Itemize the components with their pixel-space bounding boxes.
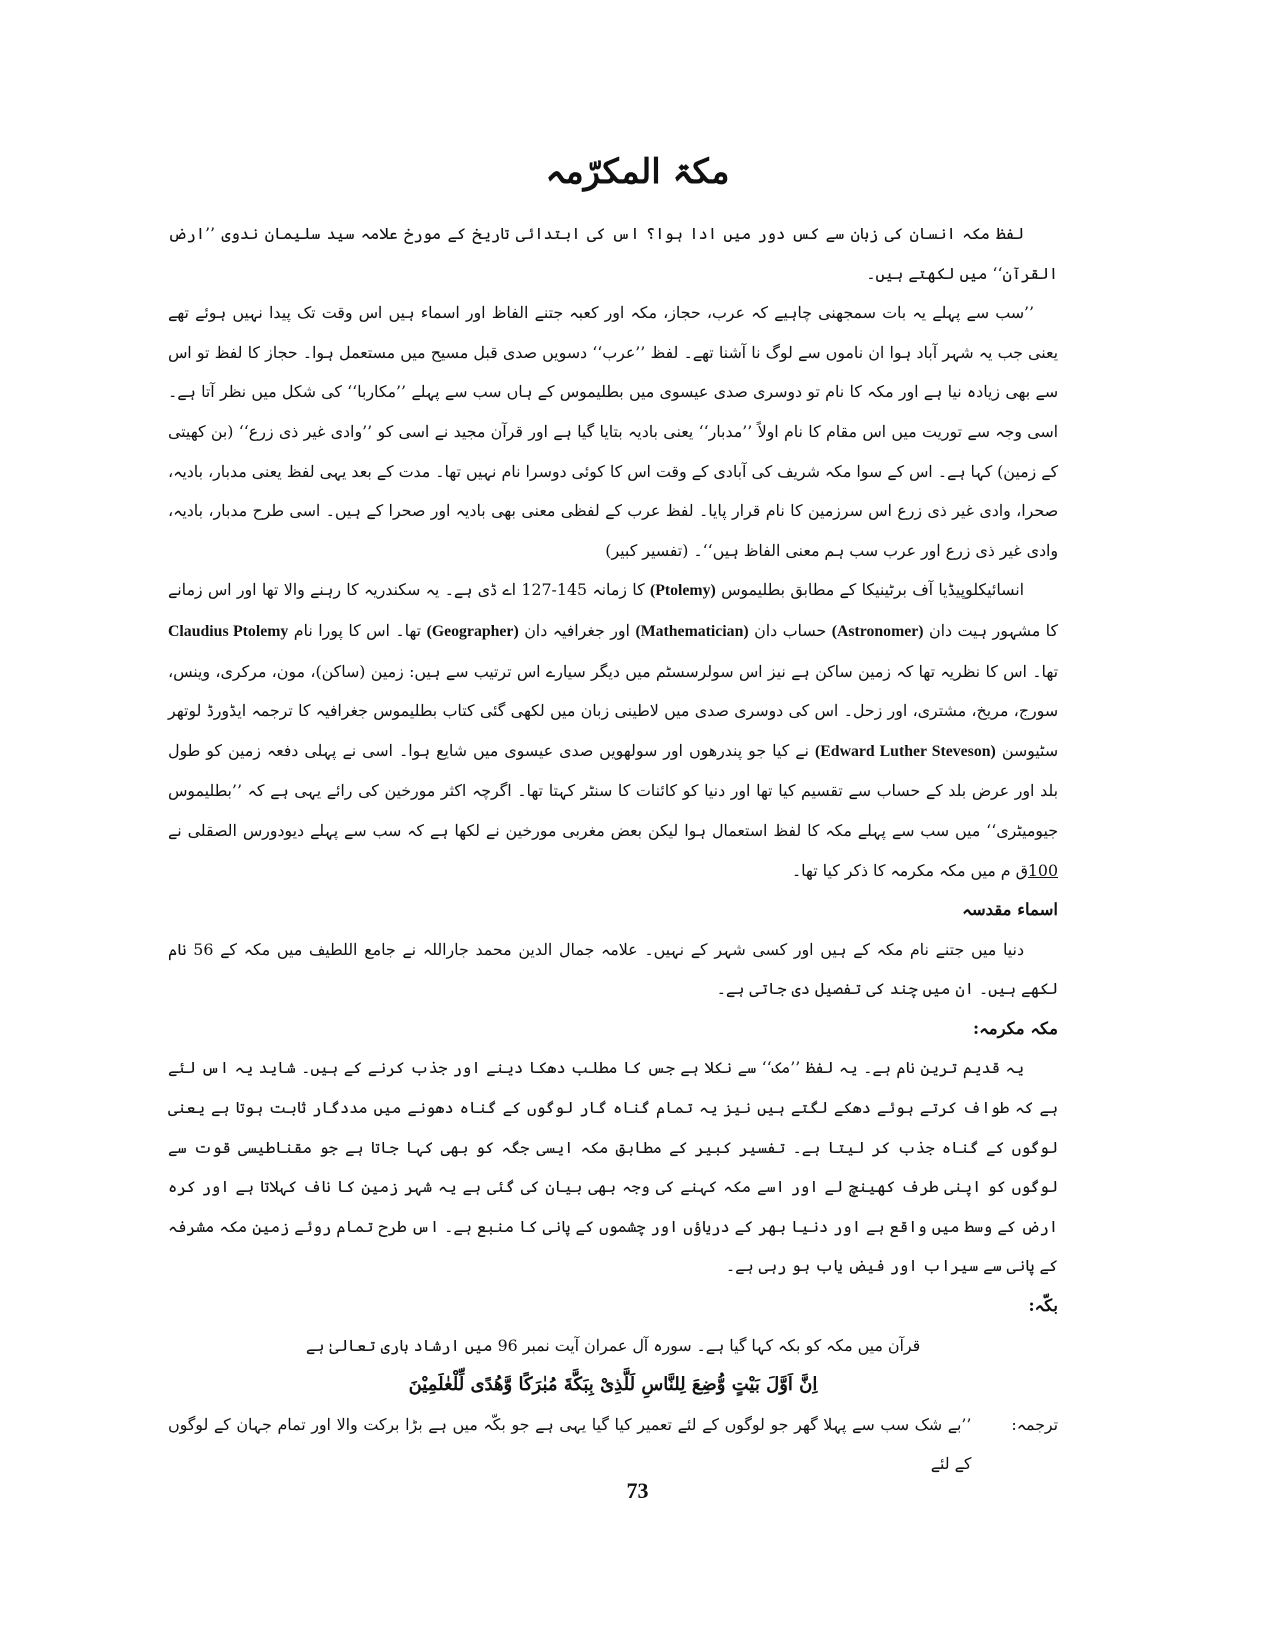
ptolemy-latin-4: (Geographer) (426, 622, 519, 640)
verse-intro: قرآن میں مکہ کو بکہ کہا گیا ہے۔ سورہ آل عمران آیت نمبر 96 میں ارشاد باری تعالیٰ ہے (305, 1335, 921, 1355)
ptolemy-paragraph (168, 570, 1058, 890)
ptolemy-underlined-year: 100 (1027, 860, 1058, 880)
ptolemy-text-2: کا زمانہ 145-127 اے ڈی ہے۔ یہ سکندریہ کا رہنے والا تھا اور اس زمانے کا مشہور ہیت دان (168, 580, 1058, 640)
heading-makkah-mukarramah: مکہ مکرمہ: (972, 1018, 1058, 1038)
ptolemy-text-8: ق م میں مکہ مکرمہ کا ذکر کیا تھا۔ (791, 860, 1028, 880)
ptolemy-text-5: تھا۔ اس کا پورا نام (293, 620, 422, 640)
ptolemy-latin-3: (Mathematician) (635, 622, 749, 640)
ptolemy-latin-5: Claudius Ptolemy (168, 622, 289, 640)
ptolemy-text-7: نے کیا جو پندرھوں اور سولھویں صدی عیسوی میں شایع ہوا۔ اسی نے پہلی دفعہ زمین کو طول بلد اور عرض بلد کے حساب سے تقسیم کیا تھا اور دنیا کو کائنات کا سنٹر کہتا تھا۔ اگرچہ اکثر مورخین کی رائے یہی ہے کہ ’’بطلیموس جیومیٹری‘‘ میں سب سے پہلے مکہ کا لفظ استعمال ہوا لیکن بعض مغربی مورخین نے لکھا ہے کہ سب سے پہلے دیودورس الصقلی نے (168, 740, 1058, 840)
page-number: 73 (626, 1478, 649, 1503)
ptolemy-text-6: تھا۔ اس کا نظریہ تھا کہ زمین ساکن ہے نیز اس سولرسسٹم میں دیگر سیارے اس ترتیب سے ہیں: زمین (ساکن)، مون، مرکری، وینس، سورج، مریخ، مشتری، اور زحل۔ اس کی دوسری صدی میں لاطینی زبان میں لکھی گئی کتاب بطلیموس جغرافیہ کا ترجمہ ایڈورڈ لوتھر سٹیوسن (168, 661, 1059, 760)
translation-row (168, 1405, 1058, 1484)
ptolemy-latin-6: (Edward Luther Steveson) (814, 742, 996, 760)
arabic-verse: اِنَّ اَوَّلَ بَيْتٍ وُّضِعَ لِلنَّاسِ لَلَّذِىْ بِبَكَّةَ مُبٰرَكًا وَّهُدًى لِّلْعٰلَمِيْنَ (408, 1374, 818, 1396)
ptolemy-latin-1: (Ptolemy) (649, 582, 716, 600)
translation-text: ’’بے شک سب سے پہلا گھر جو لوگوں کے لئے تعمیر کیا گیا یہی ہے جو بکّہ میں ہے بڑا برکت والا اور تمام جہان کے لوگوں کے لئے (168, 1414, 972, 1474)
ptolemy-text-4: اور جغرافیہ دان (524, 620, 630, 640)
ptolemy-text-1: انسائیکلوپیڈیا آف برٹینیکا کے مطابق بطلیموس (721, 580, 1025, 600)
page-body (168, 214, 1058, 1484)
page-title: مکۃ المکرّمہ (545, 152, 730, 192)
names-paragraph: دنیا میں جتنے نام مکہ کے ہیں اور کسی شہر کے نہیں۔ علامہ جمال الدین محمد جاراللہ نے جامع اللطیف میں مکہ کے 56 نام لکھے ہیں۔ ان میں چند کی تفصیل دی جاتی ہے۔ (168, 939, 1058, 999)
ptolemy-latin-2: (Astronomer) (831, 622, 924, 640)
intro-paragraph: لفظ مکہ انسان کی زبان سے کس دور میں ادا ہوا؟ اس کی ابتدائی تاریخ کے مورخ علامہ سید سلیمان ندوی ’’ارض القرآن‘‘ میں لکھتے ہیں۔ (168, 224, 1058, 283)
makkah-paragraph: یہ قدیم ترین نام ہے۔ یہ لفظ ’’مک‘‘ سے نکلا ہے جس کا مطلب دھکا دینے اور جذب کرنے کے ہیں۔ شاید یہ اس لئے ہے کہ طواف کرتے ہوئے دھکے لگتے ہیں نیز یہ تمام گناہ گار لوگوں کے گناہ دھونے میں مددگار ثابت ہوتا ہے یعنی لوگوں کے گناہ جذب کر لیتا ہے۔ تفسیر کبیر کے مطابق مکہ ایسی جگہ کو بھی کہا جاتا ہے جو مقناطیسی قوت سے لوگوں کو اپنی طرف کھینچ لے اور اسے مکہ کہنے کی وجہ بھی بیان کی گئی ہے یہ شہر زمین کا ناف کہلاتا ہے اور کرہ ارض کے وسط میں واقع ہے اور دنیا بھر کے دریاؤں اور چشموں کے پانی کا منبع ہے۔ اس طرح تمام روئے زمین مکہ مشرفہ کے پانی سے سیراب اور فیض یاب ہو رہی ہے۔ (168, 1058, 1058, 1276)
heading-bakkah: بکّہ: (1028, 1296, 1058, 1316)
ptolemy-text-3: حساب دان (754, 620, 827, 640)
quote-paragraph: ’’سب سے پہلے یہ بات سمجھنی چاہیے کہ عرب، حجاز، مکہ اور کعبہ جتنے الفاظ اور اسماء ہیں اس وقت تک پیدا نہیں ہوئے تھے یعنی جب یہ شہر آباد ہوا ان ناموں سے لوگ نا آشنا تھے۔ لفظ ’’عرب‘‘ دسویں صدی قبل مسیح میں مستعمل ہوا۔ حجاز کا لفظ تو اس سے بھی زیادہ نیا ہے اور مکہ کا نام تو دوسری صدی عیسوی میں بطلیموس کے ہاں سب سے پہلے ’’مکاربا‘‘ کی شکل میں نظر آتا ہے۔ اسی وجہ سے توریت میں اس مقام کا نام اولاً ’’مدبار‘‘ یعنی بادیہ بتایا گیا ہے اور قرآن مجید نے اسی کو ’’وادی غیر ذی زرع‘‘ (بن کھیتی کے زمین) کہا ہے۔ اس کے سوا مکہ شریف کی آبادی کے وقت اس کا کوئی دوسرا نام نہیں تھا۔ مدت کے بعد یہی لفظ یعنی مدبار، بادیہ، صحرا، وادی غیر ذی زرع اس سرزمین کا نام قرار پایا۔ لفظ عرب کے لفظی معنی بھی بادیہ اور صحرا کے ہیں۔ اسی طرح مدبار، بادیہ، وادی غیر ذی زرع اور عرب سب ہم معنی الفاظ ہیں‘‘۔ (تفسیر کبیر) (168, 303, 1058, 560)
heading-sacred-names: اسماء مقدسہ (962, 900, 1058, 920)
translation-label: ترجمہ: (1011, 1414, 1058, 1434)
